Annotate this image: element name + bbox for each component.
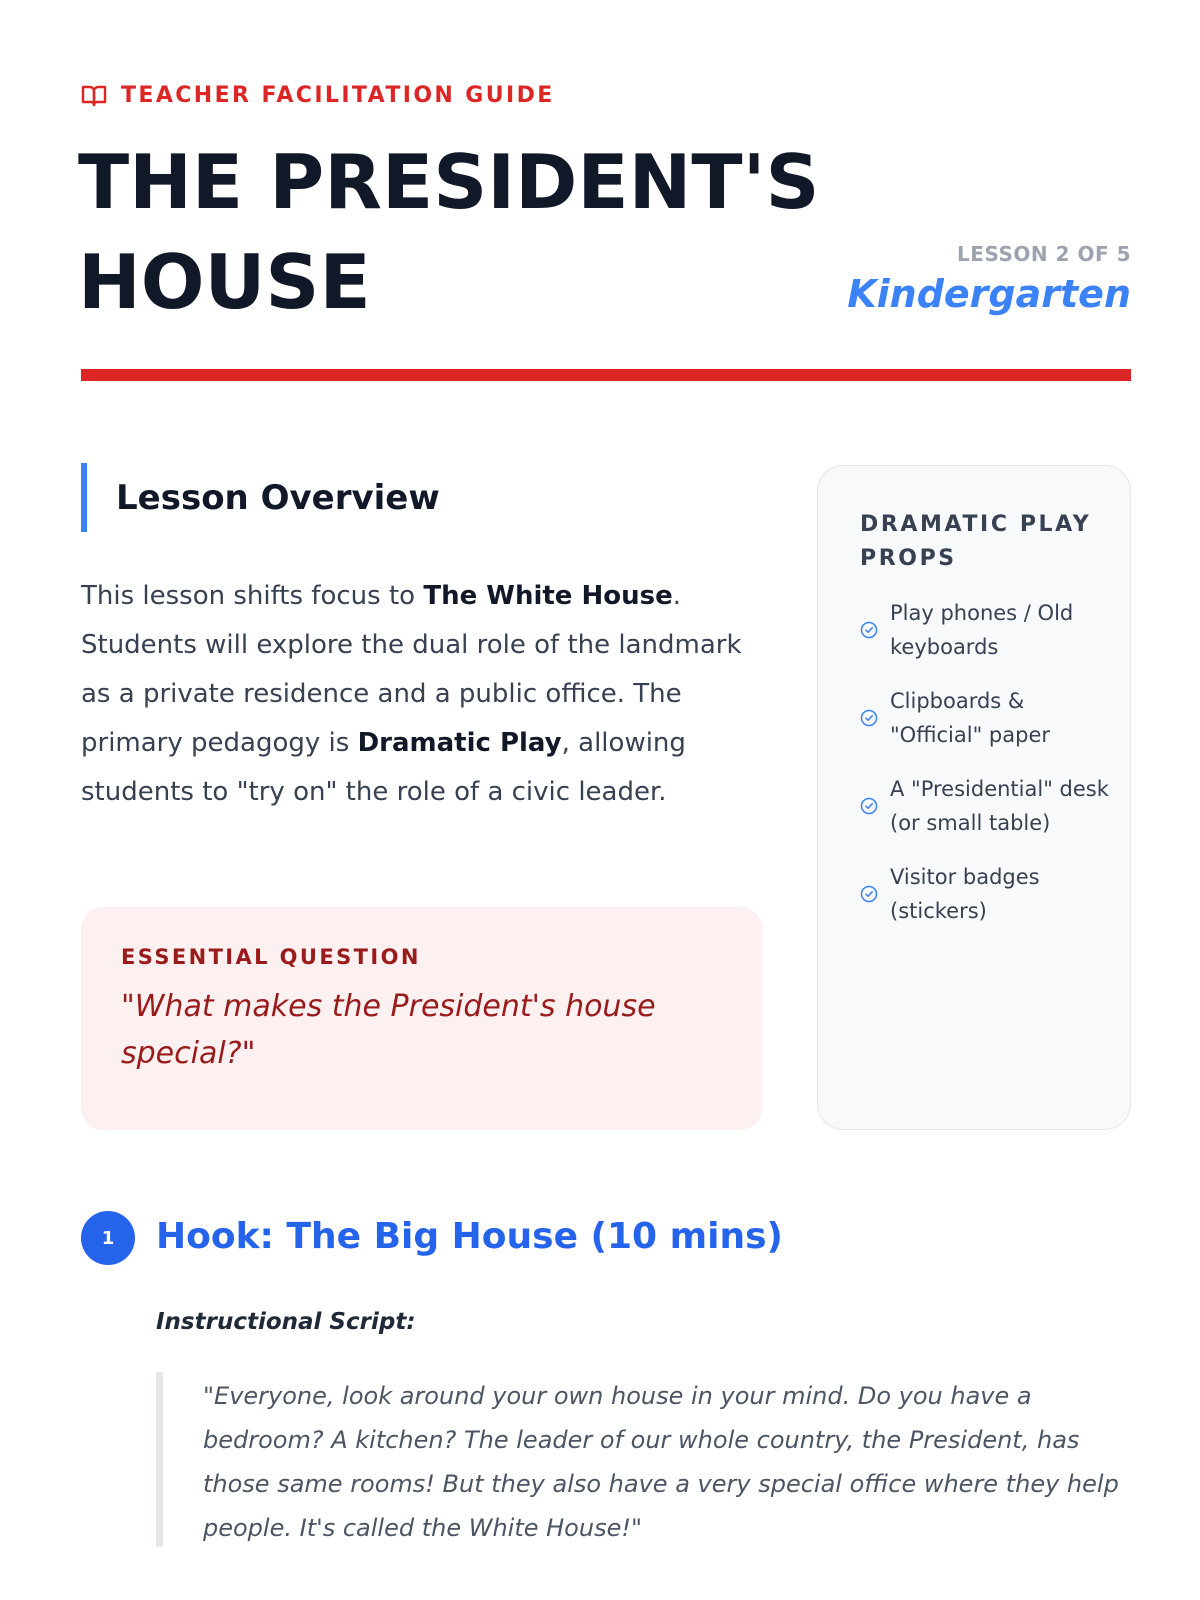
section-title: Hook: The Big House (10 mins) xyxy=(156,1216,783,1257)
overview-text-2: . Students will explore the dual role of the landmark as a private residence and a public office. The primary pedagogy is xyxy=(81,581,742,758)
list-item xyxy=(860,772,1110,840)
props-list xyxy=(860,596,1110,928)
prop-label: Clipboards & "Official" paper xyxy=(890,689,1050,747)
lesson-meta xyxy=(847,242,1131,316)
instructional-script-quote: "Everyone, look around your own house in your mind. Do you have a bedroom? A kitchen? The leader of our whole country, the President, has those same rooms! But they also have a very special office where they help people. It's called the White House!" xyxy=(156,1372,1131,1547)
title-line-2: HOUSE xyxy=(78,238,371,326)
guide-kicker xyxy=(81,83,555,108)
open-book-icon xyxy=(81,84,107,108)
list-item xyxy=(860,860,1110,928)
props-title: DRAMATIC PLAY PROPS xyxy=(860,512,1092,571)
essential-question-text: "What makes the President's house special?" xyxy=(121,989,656,1071)
props-card xyxy=(817,465,1131,1130)
overview-heading xyxy=(81,463,440,532)
check-circle-icon xyxy=(860,885,878,903)
check-circle-icon xyxy=(860,797,878,815)
prop-label: Play phones / Old keyboards xyxy=(890,601,1074,659)
overview-paragraph xyxy=(81,572,746,817)
script-label: Instructional Script: xyxy=(156,1309,416,1335)
title-line-1: THE PRESIDENT'S xyxy=(78,138,820,226)
essential-question-label: ESSENTIAL QUESTION xyxy=(121,945,421,969)
grade-level: Kindergarten xyxy=(847,272,1131,316)
overview-bold-2: Dramatic Play xyxy=(357,728,562,758)
step-number-badge: 1 xyxy=(81,1211,135,1265)
lesson-count: LESSON 2 OF 5 xyxy=(957,242,1131,266)
essential-question-box xyxy=(81,907,762,1130)
prop-label: A "Presidential" desk (or small table) xyxy=(890,777,1109,835)
list-item xyxy=(860,684,1110,752)
page-title xyxy=(78,132,878,332)
list-item xyxy=(860,596,1110,664)
facilitation-guide-page xyxy=(78,0,1131,1600)
kicker-text: TEACHER FACILITATION GUIDE xyxy=(121,83,555,108)
header-divider xyxy=(81,369,1131,381)
check-circle-icon xyxy=(860,709,878,727)
prop-label: Visitor badges (stickers) xyxy=(890,865,1040,923)
overview-heading-text: Lesson Overview xyxy=(116,477,440,518)
overview-text-3: , allowing students to "try on" the role of a civic leader. xyxy=(81,728,686,807)
overview-bold-1: The White House xyxy=(423,581,673,611)
overview-text-1: This lesson shifts focus to xyxy=(81,581,424,611)
check-circle-icon xyxy=(860,621,878,639)
